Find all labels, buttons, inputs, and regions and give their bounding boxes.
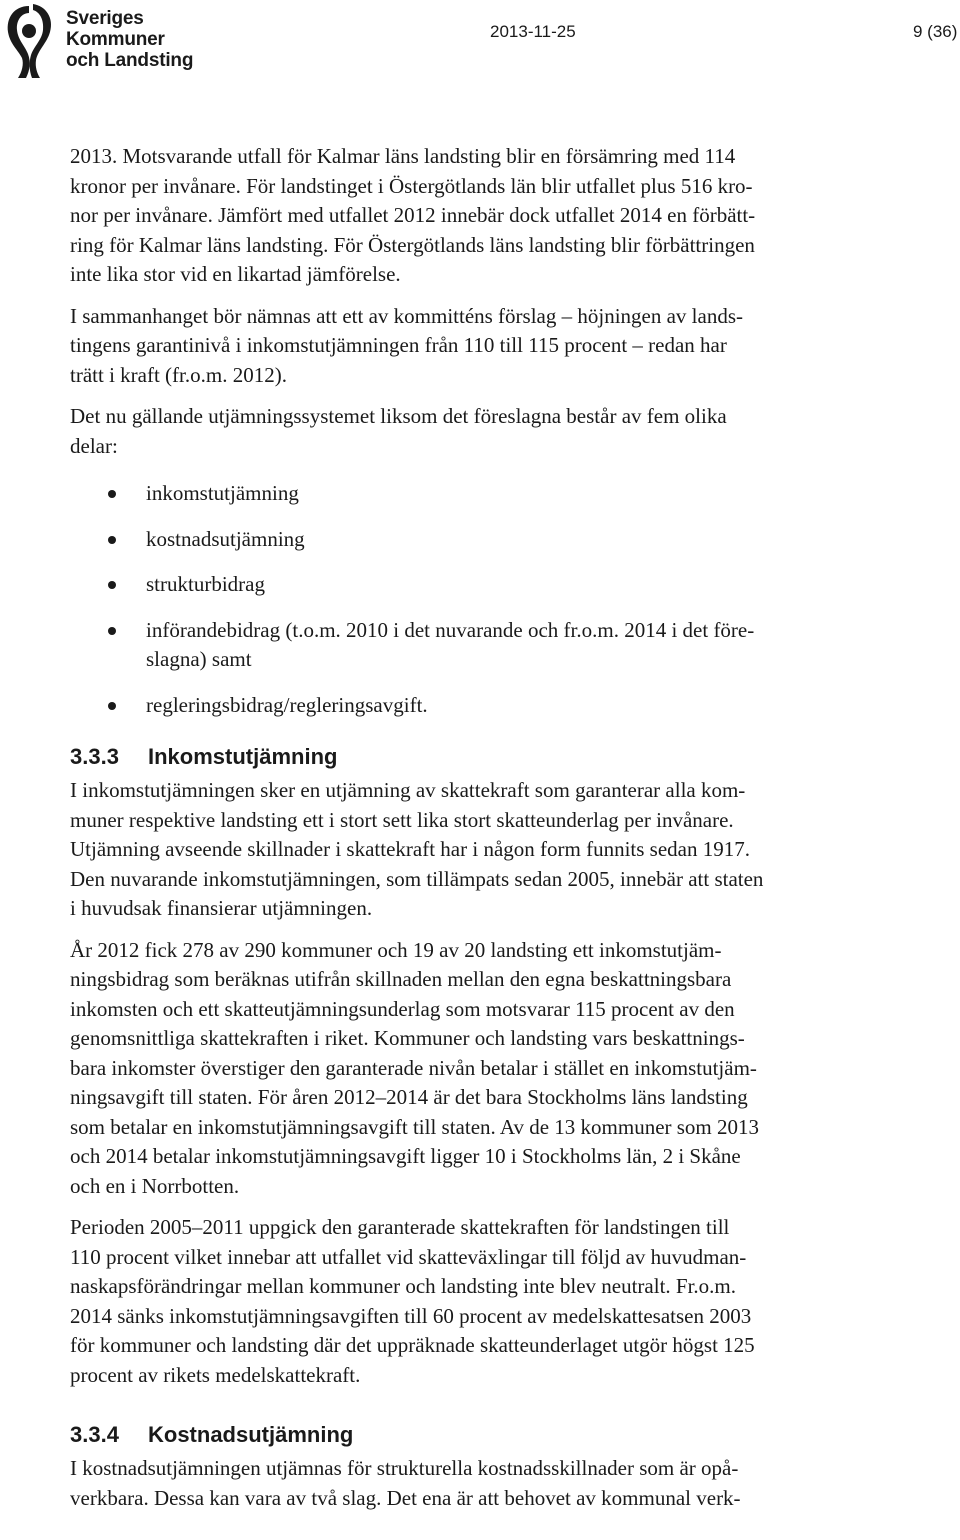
section-number: 3.3.3 — [70, 744, 119, 769]
text-line: och 2014 betalar inkomstutjämningsavgift ligger 10 i Stockholms län, 2 i Skåne — [70, 1144, 741, 1168]
list-item-text: slagna) samt — [146, 647, 252, 671]
paragraph — [70, 1454, 920, 1513]
text-line: Det nu gällande utjämningssystemet liksom det föreslagna består av fem olika — [70, 404, 727, 428]
bullet-icon — [108, 536, 116, 544]
text-line: genomsnittliga skattekraften i riket. Kommuner och landsting vars beskattnings- — [70, 1026, 745, 1050]
bullet-icon — [108, 702, 116, 710]
text-line: 110 procent vilket innebar att utfallet vid skatteväxlingar till följd av huvudman- — [70, 1244, 747, 1269]
section-heading-3-3-4 — [70, 1420, 920, 1450]
list-item-text: regleringsbidrag/regleringsavgift. — [146, 692, 428, 717]
logo-wordmark — [66, 8, 193, 71]
logo-line-1: Sveriges — [66, 8, 144, 29]
list-item — [70, 479, 920, 509]
text-line: nor per invånare. Jämfört med utfallet 2012 innebär dock utfallet 2014 en förbätt- — [70, 203, 756, 227]
text-line: inkomsten och ett skatteutjämningsunderlag som motsvarar 115 procent av den — [70, 996, 735, 1021]
skl-logo — [0, 0, 200, 80]
paragraph — [70, 1213, 920, 1390]
bullet-icon — [108, 490, 116, 498]
text-line: Perioden 2005–2011 uppgick den garanterade skattekraften för landstingen till — [70, 1215, 730, 1239]
paragraph — [70, 402, 920, 461]
header-date: 2013-11-25 — [490, 22, 576, 41]
text-line: verkbara. Dessa kan vara av två slag. Det ena är att behovet av kommunal verk- — [70, 1485, 741, 1510]
text-line: som betalar en inkomstutjämningsavgift till staten. Av de 13 kommuner som 2013 — [70, 1114, 760, 1139]
bullet-list — [70, 479, 920, 720]
list-item-text: strukturbidrag — [146, 572, 265, 596]
text-line: I sammanhanget bör nämnas att ett av kommitténs förslag – höjningen av lands- — [70, 303, 744, 328]
section-title: Kostnadsutjämning — [148, 1422, 354, 1447]
text-line: ningsbidrag som beräknas utifrån skillnaden mellan den egna beskattningsbara — [70, 967, 732, 991]
text-line: trätt i kraft (fr.o.m. 2012). — [70, 362, 287, 387]
text-line: ningsavgift till staten. För åren 2012–2014 är det bara Stockholms läns landsting — [70, 1085, 748, 1109]
section-heading-3-3-3 — [70, 742, 920, 772]
text-line: kronor per invånare. För landstinget i Östergötlands län blir utfallet plus 516 kro- — [70, 173, 753, 198]
list-item — [70, 616, 920, 675]
list-item-text: införandebidrag (t.o.m. 2010 i det nuvarande och fr.o.m. 2014 i det före- — [146, 617, 755, 642]
bullet-icon — [108, 581, 116, 589]
text-line: i huvudsak finansierar utjämningen. — [70, 896, 373, 920]
paragraph — [70, 302, 920, 391]
list-item — [70, 570, 920, 600]
paragraph — [70, 936, 920, 1202]
list-item-text: kostnadsutjämning — [146, 526, 305, 551]
text-line: År 2012 fick 278 av 290 kommuner och 19 av 20 landsting ett inkomstutjäm- — [70, 937, 722, 962]
paragraph — [70, 142, 920, 290]
text-line: procent av rikets medelskattekraft. — [70, 1362, 361, 1387]
logo-line-3: och Landsting — [66, 50, 194, 71]
list-item — [70, 691, 920, 721]
text-line: inte lika stor vid en likartad jämförelse. — [70, 262, 401, 286]
logo-line-2: Kommuner — [66, 29, 165, 50]
text-line: tingens garantinivå i inkomstutjämningen från 110 till 115 procent – redan har — [70, 333, 727, 357]
text-line: 2013. Motsvarande utfall för Kalmar läns landsting blir en försämring med 114 — [70, 144, 736, 168]
text-line: naskapsförändringar mellan kommuner och landsting inte blev neutralt. Fr.o.m. — [70, 1274, 737, 1298]
document-body — [70, 142, 920, 1525]
list-item — [70, 525, 920, 555]
bullet-icon — [108, 627, 116, 635]
skl-logo-mark-icon — [0, 0, 58, 80]
text-line: 2014 sänks inkomstutjämningsavgiften till 60 procent av medelskattesatsen 2003 — [70, 1303, 752, 1328]
header-page-number: 9 (36) — [913, 22, 958, 41]
paragraph — [70, 776, 920, 924]
text-line: för kommuner och landsting där det uppräknade skatteunderlaget utgör högst 125 — [70, 1333, 755, 1357]
text-line: I kostnadsutjämningen utjämnas för strukturella kostnadsskillnader som är opå- — [70, 1456, 739, 1480]
text-line: och en i Norrbotten. — [70, 1173, 240, 1198]
text-line: Utjämning avseende skillnader i skattekraft har i någon form funnits sedan 1917. — [70, 837, 750, 861]
text-line: Den nuvarande inkomstutjämningen, som tillämpats sedan 2005, innebär att staten — [70, 866, 764, 891]
text-line: delar: — [70, 433, 118, 458]
text-line: ring för Kalmar läns landsting. För Östergötlands läns landsting blir förbättringen — [70, 232, 755, 257]
section-number: 3.3.4 — [70, 1422, 119, 1447]
section-title: Inkomstutjämning — [148, 744, 338, 769]
list-item-text: inkomstutjämning — [146, 481, 299, 505]
text-line: I inkomstutjämningen sker en utjämning av skattekraft som garanterar alla kom- — [70, 778, 746, 802]
text-line: bara inkomster överstiger den garanterade nivån betalar i stället en inkomstutjäm- — [70, 1055, 757, 1080]
text-line: muner respektive landsting ett i stort sett lika stort skatteunderlag per invånare. — [70, 807, 734, 832]
